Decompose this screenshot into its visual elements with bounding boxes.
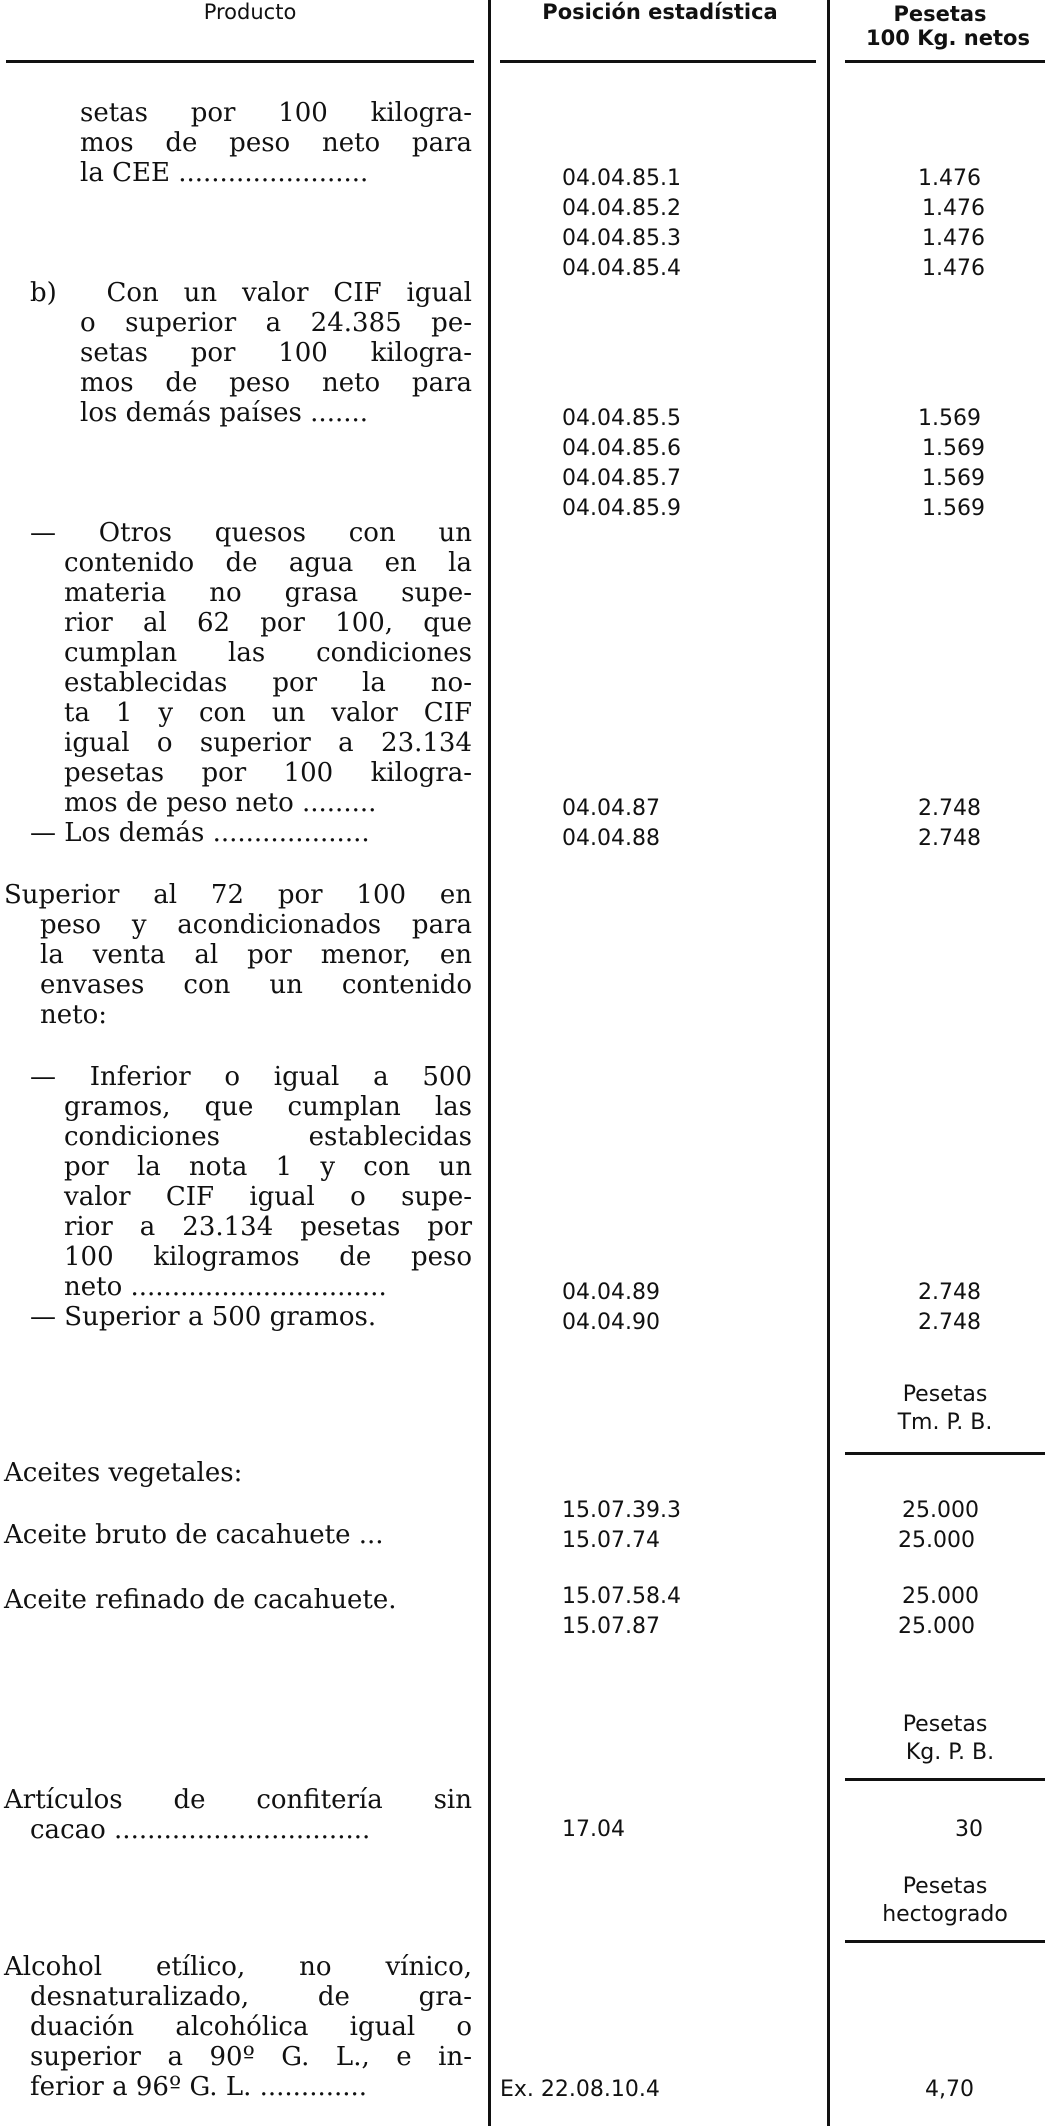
position-code: 04.04.85.5 bbox=[562, 406, 681, 431]
position-code: Ex. 22.08.10.4 bbox=[500, 2077, 660, 2102]
product-line: contenido de agua en la bbox=[64, 548, 472, 578]
product-line: b) Con un valor CIF igual bbox=[30, 278, 472, 308]
peseta-value: 30 bbox=[955, 1817, 983, 1842]
header-rule-pesetas bbox=[845, 60, 1045, 63]
peseta-value: 1.569 bbox=[922, 496, 985, 521]
product-line: Alcohol etílico, no vínico, bbox=[4, 1952, 472, 1982]
product-line: cacao ............................... bbox=[30, 1815, 371, 1845]
product-line: mos de peso neto para bbox=[80, 128, 472, 158]
product-line: setas por 100 kilogra- bbox=[80, 338, 472, 368]
header-posicion: Posición estadística bbox=[542, 0, 778, 24]
unit-kg-line2: Kg. P. B. bbox=[905, 1740, 995, 1765]
position-code: 15.07.87 bbox=[562, 1614, 660, 1639]
peseta-value: 2.748 bbox=[918, 1310, 981, 1335]
product-line: desnaturalizado, de gra- bbox=[30, 1982, 472, 2012]
peseta-value: 2.748 bbox=[918, 826, 981, 851]
product-line: o superior a 24.385 pe- bbox=[80, 308, 472, 338]
peseta-value: 2.748 bbox=[918, 1280, 981, 1305]
position-code: 04.04.85.3 bbox=[562, 226, 681, 251]
position-code: 04.04.85.7 bbox=[562, 466, 681, 491]
peseta-value: 1.569 bbox=[922, 466, 985, 491]
product-line: — Inferior o igual a 500 bbox=[30, 1062, 472, 1092]
header-rule-posicion bbox=[500, 60, 816, 63]
product-line: la venta al por menor, en bbox=[40, 940, 472, 970]
peseta-value: 2.748 bbox=[918, 796, 981, 821]
position-code: 04.04.85.4 bbox=[562, 256, 681, 281]
product-line: Aceite bruto de cacahuete ... bbox=[4, 1520, 384, 1550]
peseta-value: 1.569 bbox=[918, 406, 981, 431]
product-line: Superior al 72 por 100 en bbox=[4, 880, 472, 910]
unit-tm-rule bbox=[845, 1452, 1045, 1455]
product-line: pesetas por 100 kilogra- bbox=[64, 758, 472, 788]
unit-tm-line2: Tm. P. B. bbox=[897, 1410, 993, 1435]
product-line: peso y acondicionados para bbox=[40, 910, 472, 940]
product-line: los demás países ....... bbox=[80, 398, 369, 428]
product-line: setas por 100 kilogra- bbox=[80, 98, 472, 128]
position-code: 04.04.88 bbox=[562, 826, 660, 851]
product-line: duación alcohólica igual o bbox=[30, 2012, 472, 2042]
product-line: neto ............................... bbox=[64, 1272, 387, 1302]
peseta-value: 25.000 bbox=[898, 1528, 975, 1553]
peseta-value: 1.476 bbox=[918, 166, 981, 191]
unit-hg-rule bbox=[845, 1940, 1045, 1943]
product-line: Aceite refinado de cacahuete. bbox=[4, 1585, 397, 1615]
product-line: superior a 90º G. L., e in- bbox=[30, 2042, 472, 2072]
peseta-value: 25.000 bbox=[902, 1584, 979, 1609]
header-pesetas-line1: Pesetas bbox=[893, 2, 987, 26]
header-producto: Producto bbox=[203, 0, 297, 24]
column-divider-2 bbox=[827, 0, 830, 2126]
product-line: cumplan las condiciones bbox=[64, 638, 472, 668]
position-code: 15.07.39.3 bbox=[562, 1498, 681, 1523]
peseta-value: 1.476 bbox=[922, 196, 985, 221]
peseta-value: 1.476 bbox=[922, 226, 985, 251]
product-line: Artículos de confitería sin bbox=[4, 1785, 472, 1815]
product-line: materia no grasa supe- bbox=[64, 578, 472, 608]
header-pesetas-line2: 100 Kg. netos bbox=[866, 26, 1030, 50]
position-code: 04.04.87 bbox=[562, 796, 660, 821]
peseta-value: 4,70 bbox=[925, 2077, 974, 2102]
product-line: ferior a 96º G. L. ............. bbox=[30, 2072, 368, 2102]
product-line: condiciones establecidas bbox=[64, 1122, 472, 1152]
product-line: gramos, que cumplan las bbox=[64, 1092, 472, 1122]
product-line: envases con un contenido bbox=[40, 970, 472, 1000]
product-line: — Los demás ................... bbox=[30, 818, 370, 848]
unit-tm-line1: Pesetas bbox=[902, 1382, 988, 1407]
peseta-value: 25.000 bbox=[898, 1614, 975, 1639]
position-code: 15.07.74 bbox=[562, 1528, 660, 1553]
product-line: ta 1 y con un valor CIF bbox=[64, 698, 472, 728]
product-line: establecidas por la no- bbox=[64, 668, 472, 698]
unit-kg-rule bbox=[845, 1778, 1045, 1781]
unit-hg-line1: Pesetas bbox=[902, 1874, 988, 1899]
product-line: valor CIF igual o supe- bbox=[64, 1182, 472, 1212]
position-code: 04.04.85.9 bbox=[562, 496, 681, 521]
product-line: mos de peso neto para bbox=[80, 368, 472, 398]
product-line: por la nota 1 y con un bbox=[64, 1152, 472, 1182]
product-line: rior al 62 por 100, que bbox=[64, 608, 472, 638]
product-line: neto: bbox=[40, 1000, 107, 1030]
product-line: mos de peso neto ......... bbox=[64, 788, 377, 818]
position-code: 15.07.58.4 bbox=[562, 1584, 681, 1609]
product-line: 100 kilogramos de peso bbox=[64, 1242, 472, 1272]
peseta-value: 1.476 bbox=[922, 256, 985, 281]
position-code: 04.04.85.6 bbox=[562, 436, 681, 461]
position-code: 04.04.89 bbox=[562, 1280, 660, 1305]
position-code: 17.04 bbox=[562, 1817, 625, 1842]
product-line: la CEE ....................... bbox=[80, 158, 369, 188]
peseta-value: 25.000 bbox=[902, 1498, 979, 1523]
section-heading: Aceites vegetales: bbox=[4, 1458, 243, 1488]
peseta-value: 1.569 bbox=[922, 436, 985, 461]
product-line: rior a 23.134 pesetas por bbox=[64, 1212, 472, 1242]
position-code: 04.04.85.1 bbox=[562, 166, 681, 191]
product-line: — Superior a 500 gramos. bbox=[30, 1302, 377, 1332]
product-line: — Otros quesos con un bbox=[30, 518, 472, 548]
product-line: igual o superior a 23.134 bbox=[64, 728, 472, 758]
column-divider-1 bbox=[488, 0, 491, 2126]
header-rule-producto bbox=[6, 60, 474, 63]
unit-kg-line1: Pesetas bbox=[902, 1712, 988, 1737]
position-code: 04.04.90 bbox=[562, 1310, 660, 1335]
position-code: 04.04.85.2 bbox=[562, 196, 681, 221]
unit-hg-line2: hectogrado bbox=[882, 1902, 1008, 1927]
